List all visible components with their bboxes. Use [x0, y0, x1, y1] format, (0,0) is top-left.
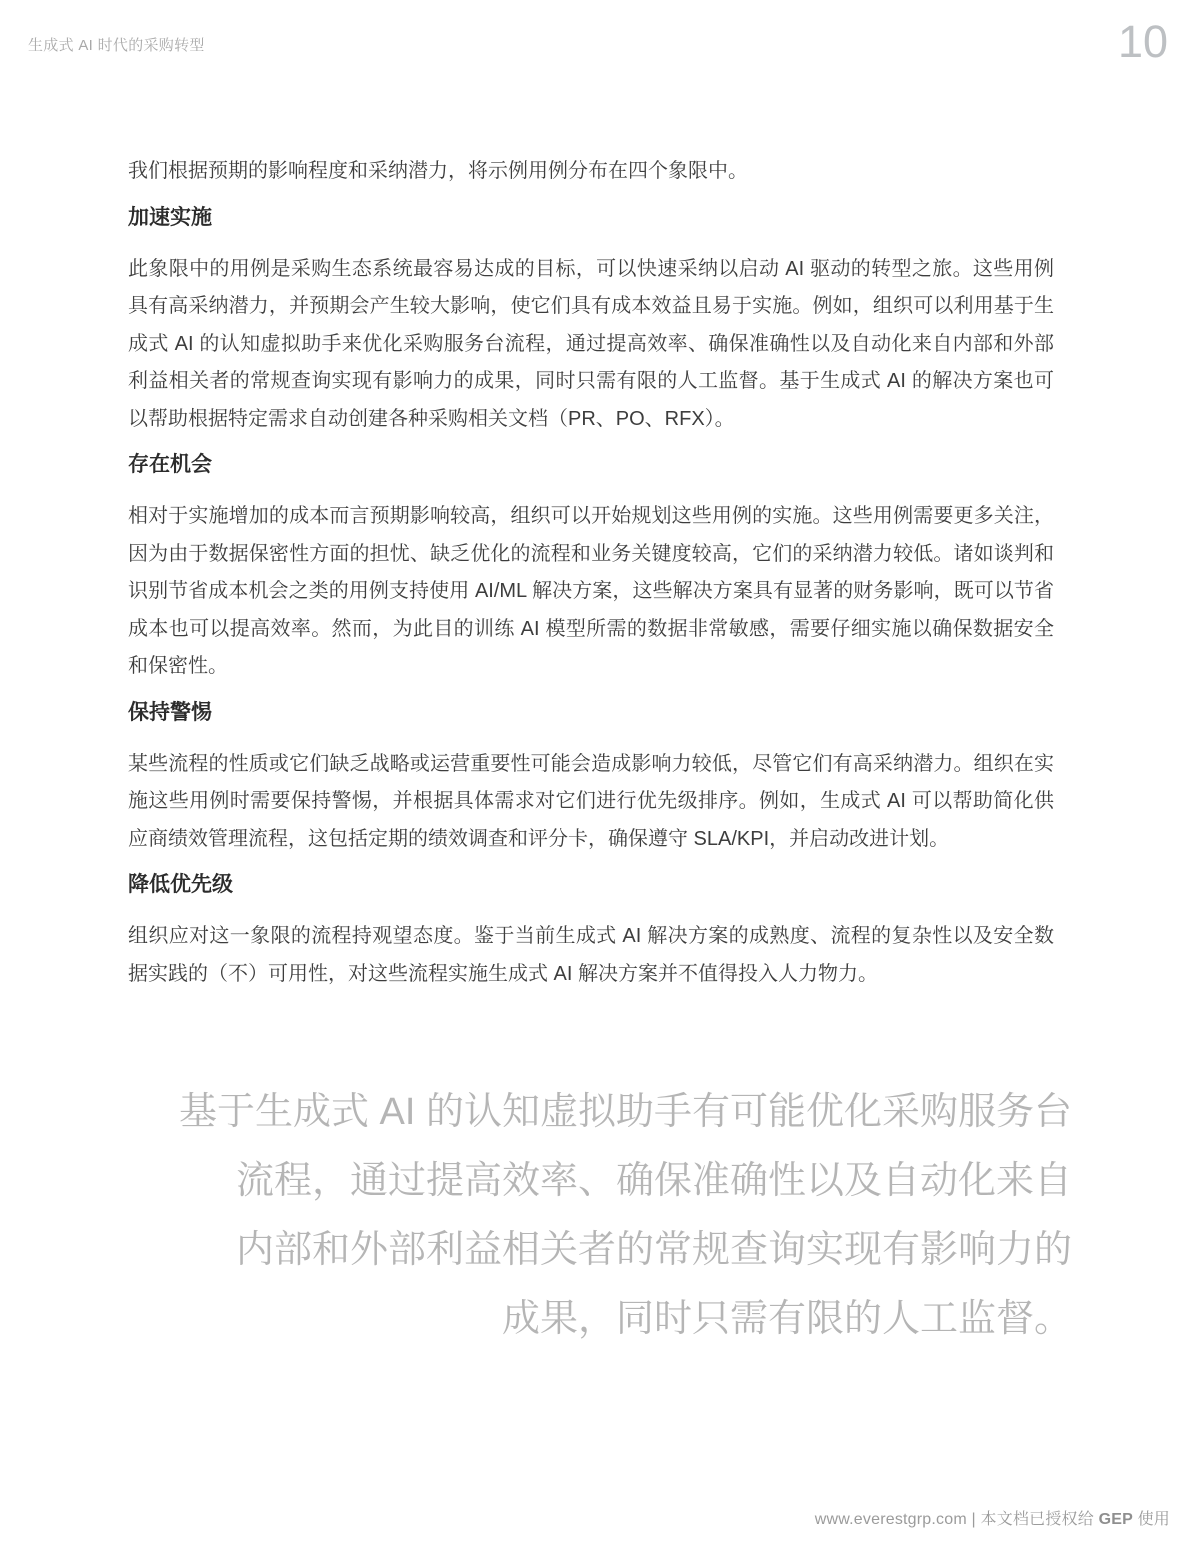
- section-body-deprioritize: 组织应对这一象限的流程持观望态度。鉴于当前生成式 AI 解决方案的成熟度、流程的复杂性以及安全数据实践的（不）可用性，对这些流程实施生成式 AI 解决方案并不值得投入人力物力。: [128, 925, 1054, 985]
- pull-quote-line: 内部和外部利益相关者的常规查询实现有影响力的: [235, 1229, 1072, 1271]
- intro-paragraph: 我们根据预期的影响程度和采纳潜力，将示例用例分布在四个象限中。: [128, 160, 748, 182]
- footer-license-prefix: 本文档已授权给: [980, 1511, 1099, 1528]
- pull-quote-line: 成果，同时只需有限的人工监督。: [501, 1298, 1072, 1340]
- section-deprioritize: [128, 870, 1054, 993]
- content-column: [128, 68, 1072, 1354]
- section-body-accelerate: 此象限中的用例是采购生态系统最容易达成的目标，可以快速采纳以启动 AI 驱动的转型之旅。这些用例具有高采纳潜力，并预期会产生较大影响，使它们具有成本效益且易于实施。例如，组织可以利用基于生成式 AI 的认知虚拟助手来优化采购服务台流程，通过提高效率、确保准确性以及自动化来自内部和外部利益相关者的常规查询实现有影响力的成果，同时只需有限的人工监督。基于生成式 AI 的解决方案也可以帮助根据特定需求自动创建各种采购相关文档（PR、PO、RFX）。: [128, 257, 1054, 430]
- section-heading-opportunity: 存在机会: [128, 453, 212, 476]
- section-opportunity: [128, 450, 1054, 686]
- section-vigilant: [128, 698, 1054, 859]
- running-header-title: 生成式 AI 时代的采购转型: [28, 37, 205, 54]
- footer-brand-gep: GEP: [1098, 1511, 1133, 1528]
- pull-quote: [128, 1078, 1072, 1354]
- section-accelerate: [128, 203, 1054, 439]
- page-number: 10: [1117, 16, 1168, 67]
- section-body-vigilant: 某些流程的性质或它们缺乏战略或运营重要性可能会造成影响力较低，尽管它们有高采纳潜力。组织在实施这些用例时需要保持警惕，并根据具体需求对它们进行优先级排序。例如，生成式 AI 可以帮助简化供应商绩效管理流程，这包括定期的绩效调查和评分卡，确保遵守 SLA/KPI，并启动改进计划。: [128, 752, 1054, 850]
- footer-separator: |: [966, 1511, 981, 1528]
- pull-quote-line: 流程，通过提高效率、确保准确性以及自动化来自: [235, 1160, 1072, 1202]
- page-header: [0, 0, 1200, 70]
- page-footer: [815, 1506, 1170, 1529]
- footer-license-suffix: 使用: [1132, 1511, 1170, 1528]
- section-heading-accelerate: 加速实施: [128, 205, 212, 229]
- section-heading-vigilant: 保持警惕: [128, 700, 212, 724]
- footer-url[interactable]: www.everestgrp.com: [814, 1511, 967, 1528]
- section-heading-deprioritize: 降低优先级: [128, 873, 233, 896]
- pull-quote-line: 基于生成式 AI 的认知虚拟助手有可能优化采购服务台: [178, 1091, 1072, 1133]
- section-body-opportunity: 相对于实施增加的成本而言预期影响较高，组织可以开始规划这些用例的实施。这些用例需要更多关注，因为由于数据保密性方面的担忧、缺乏优化的流程和业务关键度较高，它们的采纳潜力较低。诸如谈判和识别节省成本机会之类的用例支持使用 AI/ML 解决方案，这些解决方案具有显著的财务影响，既可以节省成本也可以提高效率。然而，为此目的训练 AI 模型所需的数据非常敏感，需要仔细实施以确保数据安全和保密性。: [128, 505, 1054, 677]
